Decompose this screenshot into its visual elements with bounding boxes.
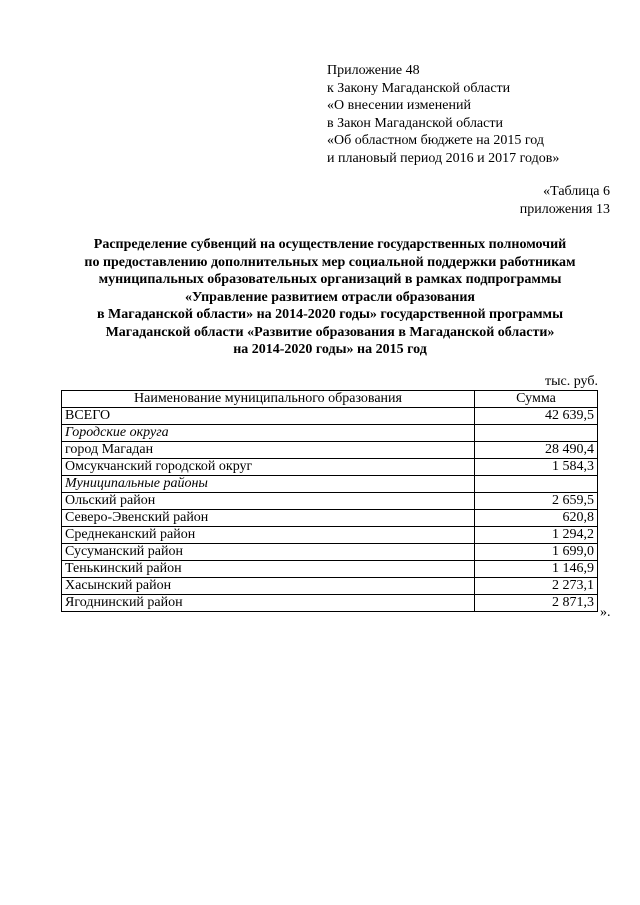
title-line: на 2014-2020 годы» на 2015 год bbox=[233, 342, 427, 357]
appendix-header bbox=[327, 62, 627, 167]
municipality-amount: 1 584,3 bbox=[475, 459, 598, 476]
title-line: Магаданской области «Развитие образования в Магаданской области» bbox=[105, 324, 555, 340]
table-header-row bbox=[62, 391, 598, 408]
municipality-amount: 2 659,5 bbox=[475, 493, 598, 510]
municipality-name: Хасынский район bbox=[62, 578, 475, 595]
appendix-line: «О внесении изменений bbox=[327, 98, 471, 113]
column-header-amount: Сумма bbox=[475, 391, 598, 408]
appendix-line: Приложение 48 bbox=[327, 63, 420, 78]
total-row bbox=[62, 408, 598, 425]
municipality-amount: 2 871,3 bbox=[475, 595, 598, 612]
total-label: ВСЕГО bbox=[62, 408, 475, 425]
municipality-name: Ольский район bbox=[62, 493, 475, 510]
municipality-name: Сусуманский район bbox=[62, 544, 475, 561]
column-header-name: Наименование муниципального образования bbox=[62, 391, 475, 408]
section-heading: Городские округа bbox=[62, 425, 475, 442]
closing-quote: ». bbox=[600, 605, 611, 620]
document-title bbox=[40, 236, 620, 359]
municipality-amount: 1 146,9 bbox=[475, 561, 598, 578]
title-line: «Управление развитием отрасли образования bbox=[184, 289, 476, 305]
table-row bbox=[62, 510, 598, 527]
section-heading: Муниципальные районы bbox=[62, 476, 475, 493]
table-row bbox=[62, 527, 598, 544]
table-reference bbox=[520, 183, 610, 218]
section-heading-empty bbox=[475, 476, 598, 493]
total-amount: 42 639,5 bbox=[475, 408, 598, 425]
appendix-line: в Закон Магаданской области bbox=[327, 115, 503, 131]
section-heading-empty bbox=[475, 425, 598, 442]
table-reference-line: «Таблица 6 bbox=[543, 184, 610, 199]
municipality-name: Омсукчанский городской округ bbox=[62, 459, 475, 476]
section-heading-row bbox=[62, 425, 598, 442]
table-row bbox=[62, 544, 598, 561]
municipality-amount: 620,8 bbox=[475, 510, 598, 527]
municipality-amount: 2 273,1 bbox=[475, 578, 598, 595]
units-label: тыс. руб. bbox=[545, 374, 598, 389]
municipality-amount: 1 294,2 bbox=[475, 527, 598, 544]
municipality-name: Северо-Эвенский район bbox=[62, 510, 475, 527]
title-line: Распределение субвенций на осуществление государственных полномочий bbox=[93, 237, 567, 252]
appendix-line: к Закону Магаданской области bbox=[327, 80, 511, 96]
table-row bbox=[62, 459, 598, 476]
municipality-amount: 1 699,0 bbox=[475, 544, 598, 561]
table-row bbox=[62, 578, 598, 595]
table-reference-line: приложения 13 bbox=[519, 201, 610, 217]
appendix-line: и плановый период 2016 и 2017 годов» bbox=[327, 150, 560, 166]
municipality-name: Ягоднинский район bbox=[62, 595, 475, 612]
distribution-table bbox=[61, 390, 598, 612]
appendix-line: «Об областном бюджете на 2015 год bbox=[327, 133, 544, 148]
table-row bbox=[62, 595, 598, 612]
municipality-amount: 28 490,4 bbox=[475, 442, 598, 459]
municipality-name: Тенькинский район bbox=[62, 561, 475, 578]
municipality-name: город Магадан bbox=[62, 442, 475, 459]
table-row bbox=[62, 442, 598, 459]
section-heading-row bbox=[62, 476, 598, 493]
title-line: муниципальных образовательных организаций в рамках подпрограммы bbox=[98, 272, 562, 287]
municipality-name: Среднеканский район bbox=[62, 527, 475, 544]
title-line: в Магаданской области» на 2014-2020 годы» государственной программы bbox=[96, 307, 564, 322]
title-line: по предоставлению дополнительных мер социальной поддержки работникам bbox=[84, 254, 576, 270]
table-row bbox=[62, 493, 598, 510]
table-row bbox=[62, 561, 598, 578]
